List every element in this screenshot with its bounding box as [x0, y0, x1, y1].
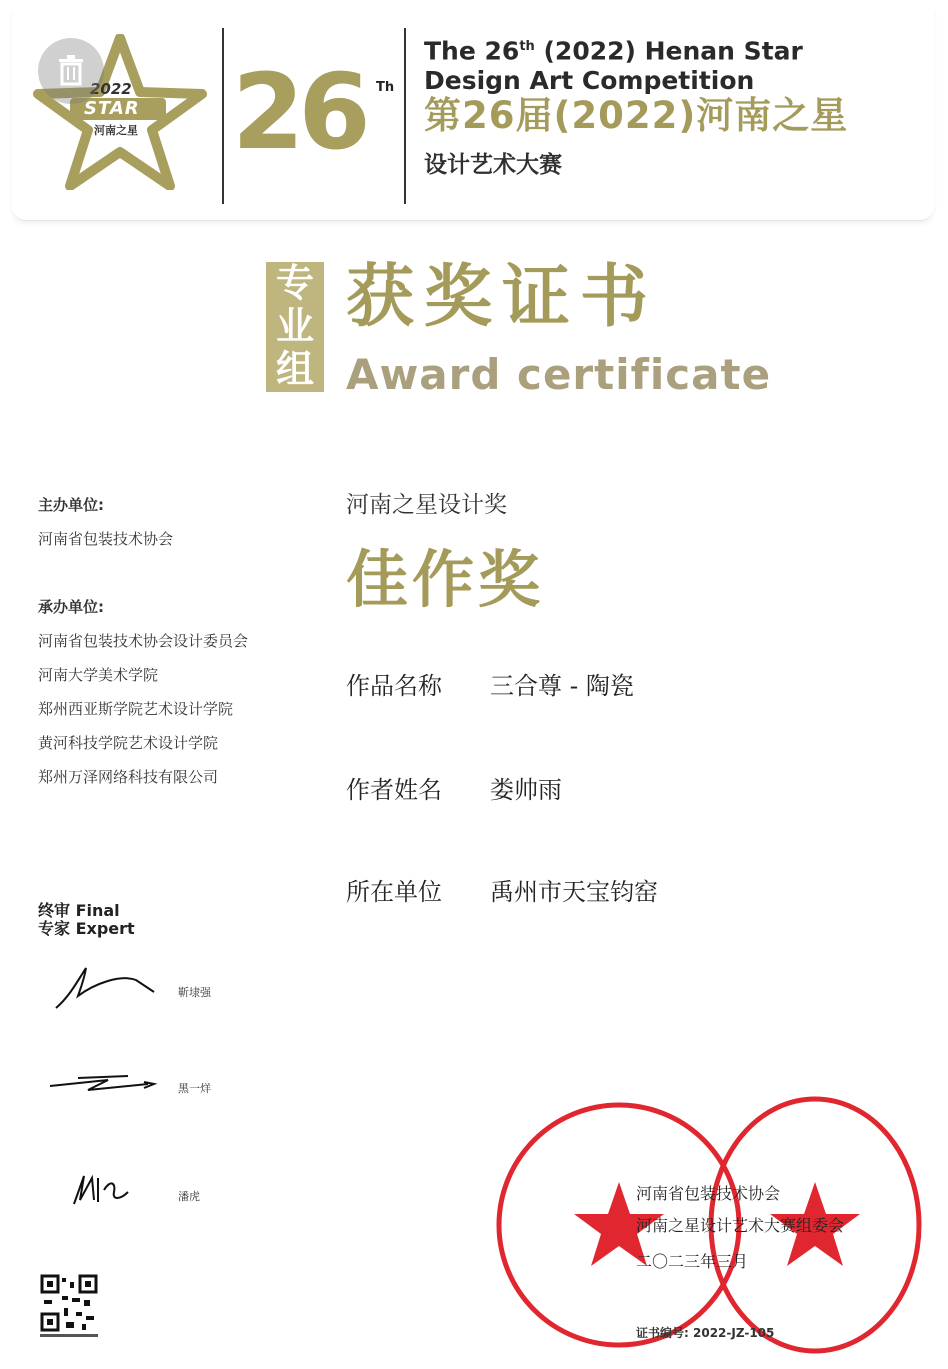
author-value: 娄帅雨	[490, 776, 562, 804]
logo-cn-text: 河南之星	[94, 124, 138, 137]
signature-2	[48, 1072, 158, 1096]
co-label: 承办单位:	[38, 598, 104, 616]
title-cn: 第26届(2022)河南之星	[424, 94, 849, 137]
host-label: 主办单位:	[38, 496, 104, 514]
title-en-line2: Design Art Competition	[424, 66, 755, 96]
expert-label-line2: 专家 Expert	[38, 919, 135, 938]
logo-star-text: STAR	[84, 98, 140, 119]
qr-code-icon	[40, 1274, 98, 1338]
edition-suffix: Th	[376, 80, 395, 95]
author-label: 作者姓名	[346, 776, 442, 804]
divider-2	[404, 28, 406, 204]
work-title-value: 三合尊 - 陶瓷	[490, 672, 634, 700]
co-item: 郑州万泽网络科技有限公司	[38, 768, 219, 786]
expert-name: 靳埭强	[178, 986, 211, 999]
unit-label: 所在单位	[346, 878, 442, 906]
expert-name: 潘虎	[178, 1190, 200, 1203]
co-item: 黄河科技学院艺术设计学院	[38, 734, 219, 752]
certificate-number	[636, 1324, 774, 1341]
delete-icon	[56, 54, 86, 86]
group-label: 专业组	[275, 261, 314, 391]
edition-number: 26	[232, 51, 365, 173]
host-name: 河南省包装技术协会	[38, 530, 174, 548]
issuer-date: 二〇二三年三月	[636, 1252, 749, 1271]
unit-value: 禹州市天宝钧窑	[490, 878, 658, 906]
title-en-a: The 26	[424, 36, 520, 66]
certificate-title-en: Award certificate	[346, 350, 772, 399]
subtitle-cn: 设计艺术大赛	[424, 152, 562, 178]
divider-1	[222, 28, 224, 204]
work-title-label: 作品名称	[346, 672, 442, 700]
signature-1	[50, 962, 160, 1012]
co-item: 河南省包装技术协会设计委员会	[38, 632, 249, 650]
co-item: 郑州西亚斯学院艺术设计学院	[38, 700, 234, 718]
award-level: 佳作奖	[346, 543, 545, 616]
certificate-number-label: 证书编号:	[636, 1326, 689, 1340]
certificate-title-cn: 获奖证书	[346, 258, 659, 337]
title-en-sup: th	[519, 39, 535, 54]
expert-label-line1: 终审 Final	[38, 901, 120, 920]
signature-3	[70, 1170, 132, 1210]
co-item: 河南大学美术学院	[38, 666, 159, 684]
award-category: 河南之星设计奖	[346, 492, 507, 518]
logo-year: 2022	[90, 80, 132, 98]
issuer-line-2: 河南之星设计艺术大赛组委会	[636, 1216, 845, 1235]
expert-label	[38, 902, 135, 938]
expert-name: 黑一烊	[178, 1082, 211, 1095]
issuer-line-1: 河南省包装技术协会	[636, 1184, 781, 1203]
title-en-b: (2022) Henan Star	[534, 36, 803, 66]
certificate-number-value: 2022-JZ-105	[693, 1326, 775, 1340]
title-en	[424, 32, 803, 96]
